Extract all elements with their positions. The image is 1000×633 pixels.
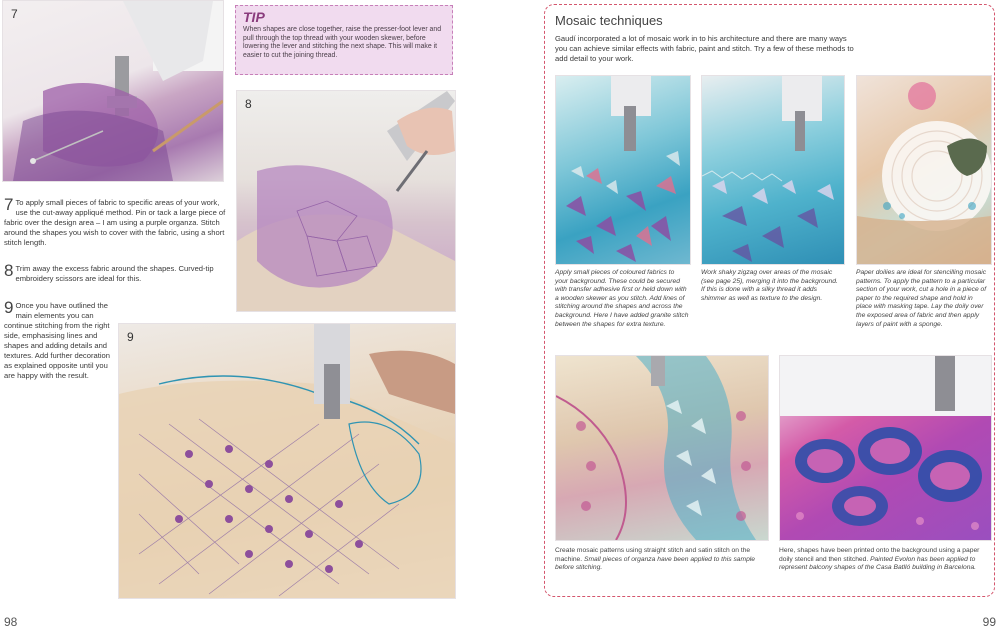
- step-8-text: Trim away the excess fabric around the shapes. Curved-tip embroidery scissors are ideal for this.: [15, 264, 214, 283]
- caption-shaky-zigzag: [701, 269, 843, 303]
- caption-doily-stencil: [856, 269, 990, 329]
- photo-8-number: 8: [245, 97, 252, 111]
- step-8-number: 8: [4, 261, 14, 280]
- caption-3-text: Paper doilies are ideal for stencilling mosaic patterns. To apply the pattern to a particular section of your work, cut a hole in a piece of paper to the required shape and hold in place with masking tape. Lay the doily over the exposed area of fabric and then apply layers of paint with a sponge.: [856, 269, 987, 328]
- mosaic-photo-5-art: [780, 356, 991, 540]
- mosaic-photo-1-art: [556, 76, 690, 264]
- photo-8-art: [237, 91, 455, 311]
- caption-4-lead: Create mosaic patterns using straight stitch and satin stitch on the machine.: [555, 547, 751, 563]
- page-number-left: 98: [4, 615, 18, 629]
- step-7-number: 7: [4, 195, 14, 214]
- photo-7-art: [3, 1, 223, 181]
- tip-title: TIP: [243, 9, 265, 25]
- mosaic-photo-shaky-zigzag: [701, 75, 845, 265]
- mosaic-photo-doily-stencil: [856, 75, 992, 265]
- photo-step-7: [2, 0, 224, 182]
- photo-9-number: 9: [127, 330, 134, 344]
- mosaic-photo-fabric-pieces: [555, 75, 691, 265]
- step-8: [4, 261, 226, 284]
- step-9: [4, 298, 112, 381]
- photo-9-art: [119, 324, 455, 598]
- step-9-number: 9: [4, 298, 14, 317]
- mosaic-photo-2-art: [702, 76, 844, 264]
- photo-step-9: [118, 323, 456, 599]
- caption-straight-satin-stitch: [555, 547, 767, 573]
- caption-2-text: Work shaky zigzag over areas of the mosaic (see page 25), merging it into the background. If this is done with a silky thread it adds shimmer as well as texture to the design.: [701, 269, 838, 302]
- mosaic-photo-4-art: [556, 356, 768, 540]
- mosaic-title: Mosaic techniques: [555, 13, 663, 28]
- mosaic-photo-printed-evolon: [779, 355, 992, 541]
- tip-text: When shapes are close together, raise the presser-foot lever and pull through the top thread with your wooden skewer, before lowering the lever and stitching the next shape. This will make it easier to cut the joining thread.: [243, 26, 442, 59]
- caption-5-lead: Here, shapes have been printed onto the background using a paper doily stencil and then stitched.: [779, 547, 980, 563]
- caption-4-tail: Small pieces of organza have been applied to this sample before stitching.: [555, 555, 756, 572]
- caption-5-tail: Painted Evolon has been applied to represent balcony shapes of the Casa Batlló building in Barcelona.: [779, 555, 977, 572]
- step-7-text: To apply small pieces of fabric to specific areas of your work, use the cut-away appliqué method. Pin or tack a large piece of fabric over the design area – I am using a purple organza. Stitch around the shapes you wish to cover with the fabric, using a short stitch length.: [4, 198, 226, 247]
- tip-box: [235, 5, 453, 75]
- caption-printed-evolon: [779, 547, 990, 573]
- caption-1-text: Apply small pieces of coloured fabrics to your background. These could be secured with transfer adhesive first or held down with a wooden skewer as you stitch. Add lines of stitching around the shapes and across the background. Here I have added granite stitch between the shapes for extra texture.: [555, 269, 689, 328]
- page-number-right: 99: [982, 615, 996, 629]
- step-9-text: Once you have outlined the main elements you can continue stitching from the right side, emphasising lines and shapes and adding details and textures. Add further decoration as explained opposite until you are happy with the result.: [4, 301, 110, 380]
- mosaic-intro: Gaudí incorporated a lot of mosaic work in to his architecture and there are many ways you can achieve similar effects with fabric, paint and stitch. Try a few of these methods to add detail to your work.: [555, 34, 854, 63]
- step-7: [4, 195, 226, 248]
- photo-step-8: [236, 90, 456, 312]
- mosaic-photo-3-art: [857, 76, 991, 264]
- photo-7-number: 7: [11, 7, 18, 21]
- caption-fabric-pieces: [555, 269, 689, 329]
- mosaic-photo-straight-satin-stitch: [555, 355, 769, 541]
